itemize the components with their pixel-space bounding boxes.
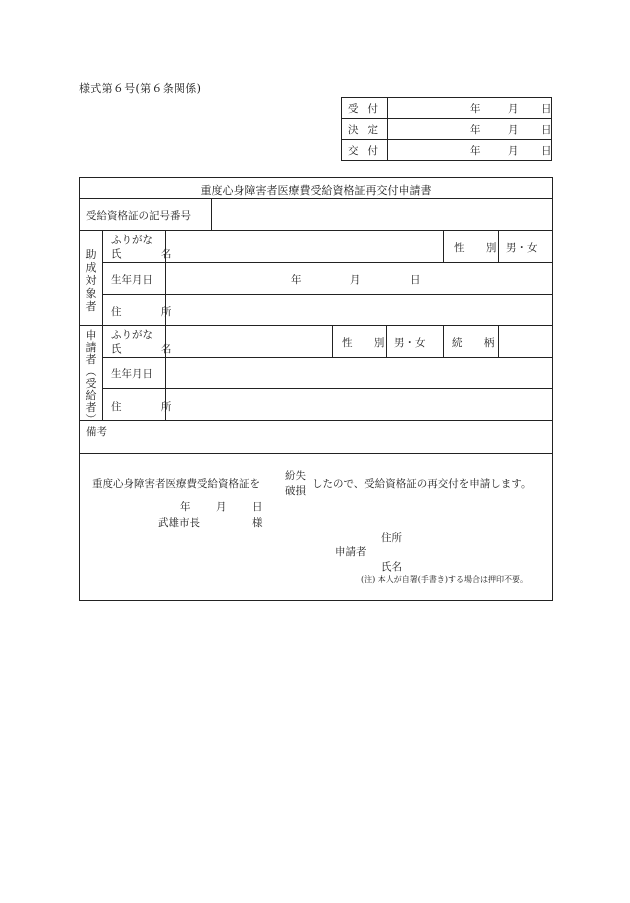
- subject-address-field[interactable]: [166, 295, 552, 325]
- declaration-address-label: 住所: [381, 532, 402, 544]
- decided-label: 決定: [342, 119, 388, 140]
- applicant-name-label: 氏 名: [111, 343, 190, 355]
- declaration-day-label: 日: [252, 501, 263, 513]
- declaration-month-label: 月: [216, 501, 227, 513]
- applicant-birth-label: 生年月日: [111, 368, 153, 380]
- issued-date-field[interactable]: [388, 140, 552, 161]
- year-label: 年: [470, 145, 481, 157]
- cert-number-label: 受給資格証の記号番号: [86, 210, 191, 222]
- remarks-field[interactable]: [120, 421, 552, 453]
- month-label: 月: [508, 145, 519, 157]
- rule: [443, 230, 444, 262]
- day-label: 日: [541, 145, 552, 157]
- decided-date-field[interactable]: [388, 119, 552, 140]
- subject-address-label: 住 所: [111, 306, 190, 318]
- option-damaged[interactable]: 破損: [285, 485, 306, 497]
- subject-gender-choice[interactable]: 男・女: [506, 242, 538, 254]
- rule: [80, 453, 552, 454]
- birth-month-label: 月: [350, 274, 361, 286]
- year-label: 年: [470, 124, 481, 136]
- year-label: 年: [470, 103, 481, 115]
- applicant-name-field[interactable]: [166, 326, 332, 357]
- form-number: 様式第６号(第６条関係): [79, 82, 202, 95]
- addressee: 武雄市長: [158, 517, 200, 529]
- received-label: 受付: [342, 98, 388, 119]
- rule: [102, 230, 103, 420]
- office-row-decided: [342, 119, 552, 140]
- option-lost[interactable]: 紛失: [285, 470, 306, 482]
- applicant-gender-label: 性 別: [342, 337, 394, 349]
- day-label: 日: [541, 124, 552, 136]
- office-use-box: [341, 97, 552, 161]
- received-date-field[interactable]: [388, 98, 552, 119]
- subject-name-field[interactable]: [166, 231, 443, 262]
- declaration-text-post: したので、受給資格証の再交付を申請します。: [312, 478, 532, 490]
- seal-note: (注) 本人が自署(手書き)する場合は押印不要。: [361, 575, 529, 584]
- applicant-gender-choice[interactable]: 男・女: [394, 337, 426, 349]
- subject-name-label: 氏 名: [111, 248, 190, 260]
- subject-birth-label: 生年月日: [111, 274, 153, 286]
- declaration-text-pre: 重度心身障害者医療費受給資格証を: [92, 478, 260, 490]
- form-title: 重度心身障害者医療費受給資格証再交付申請書: [200, 184, 432, 197]
- office-row-received: [342, 98, 552, 119]
- applicant-birth-field[interactable]: [166, 358, 552, 388]
- declaration-applicant-label: 申請者: [335, 546, 367, 558]
- applicant-address-label: 住 所: [111, 401, 190, 413]
- cert-number-field[interactable]: [212, 199, 552, 230]
- month-label: 月: [508, 103, 519, 115]
- issued-label: 交付: [342, 140, 388, 161]
- subject-furigana-label: ふりがな: [111, 234, 153, 246]
- birth-year-label: 年: [291, 274, 302, 286]
- applicant-address-field[interactable]: [166, 389, 552, 420]
- rule: [102, 262, 552, 263]
- application-form: [79, 177, 553, 601]
- subject-section-label: 助 成 対 象 者: [85, 248, 97, 313]
- subject-gender-label: 性 別: [454, 242, 506, 254]
- relation-field[interactable]: [499, 326, 552, 357]
- honorific: 様: [252, 517, 263, 529]
- relation-label: 続 柄: [452, 337, 504, 349]
- rule: [443, 325, 444, 357]
- office-row-issued: [342, 140, 552, 161]
- declaration-year-label: 年: [180, 501, 191, 513]
- day-label: 日: [541, 103, 552, 115]
- applicant-section-label: 申 請 者 ︵ 受 給 者 ︶: [85, 329, 97, 426]
- birth-day-label: 日: [410, 274, 421, 286]
- applicant-furigana-label: ふりがな: [111, 329, 153, 341]
- rule: [332, 325, 333, 357]
- declaration-name-label: 氏名: [381, 561, 402, 573]
- month-label: 月: [508, 124, 519, 136]
- remarks-label: 備考: [86, 426, 107, 438]
